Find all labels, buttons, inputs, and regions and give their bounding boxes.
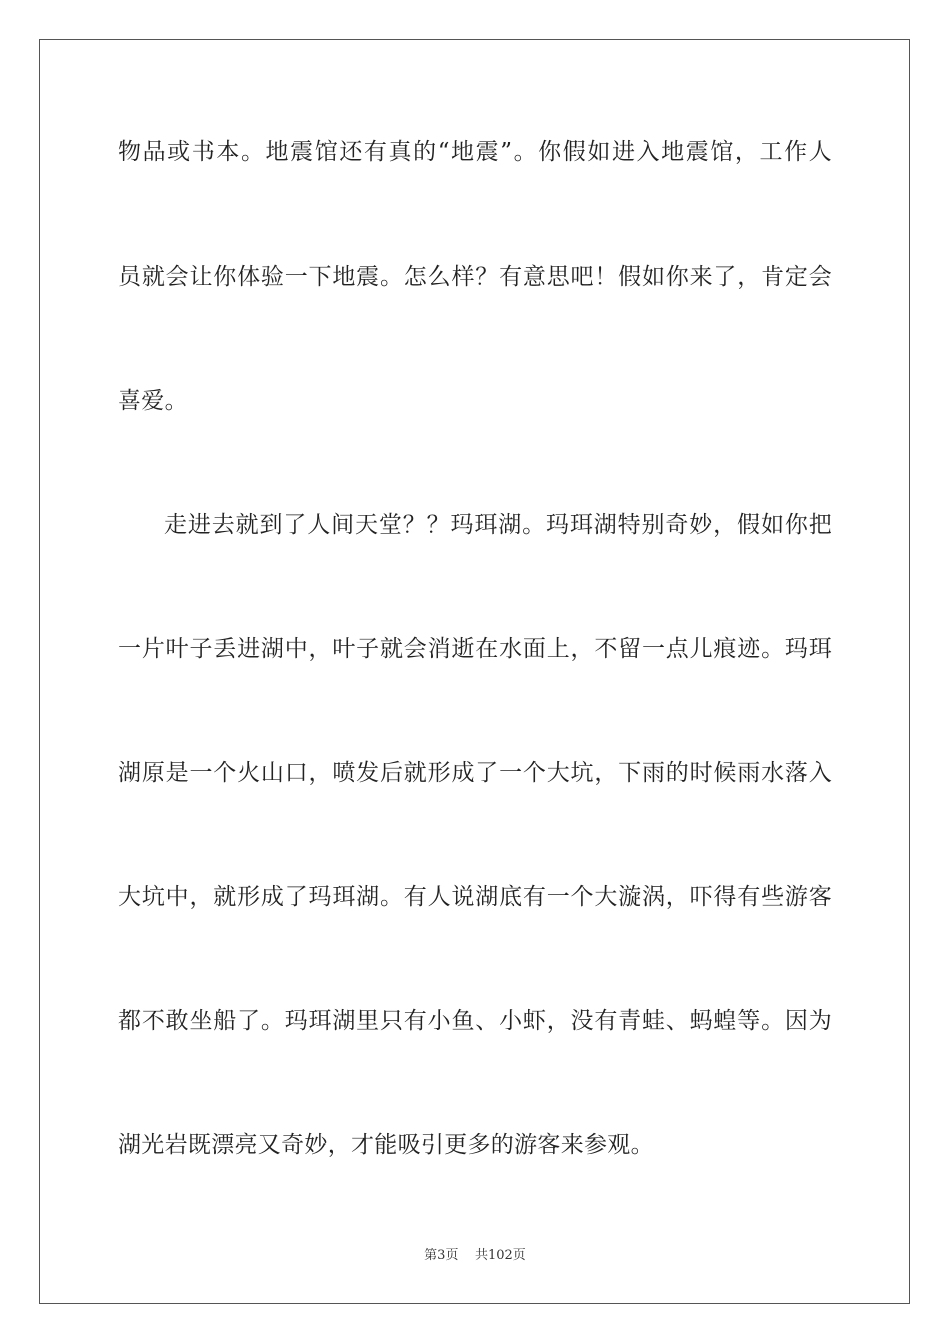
page-border [39,39,910,1304]
text-line-7: 大坑中，就形成了玛珥湖。有人说湖底有一个大漩涡，吓得有些游客 [118,884,832,910]
page-number-current: 第3页 [424,1248,459,1263]
text-line-2: 员就会让你体验一下地震。怎么样？有意思吧！假如你来了，肯定会 [118,264,832,290]
text-line-1: 物品或书本。地震馆还有真的“地震”。你假如进入地震馆，工作人 [118,139,832,165]
text-line-8: 都不敢坐船了。玛珥湖里只有小鱼、小虾，没有青蛙、蚂蝗等。因为 [118,1008,832,1034]
page-number-total: 共102页 [474,1248,526,1263]
text-line-9: 湖光岩既漂亮又奇妙，才能吸引更多的游客来参观。 [118,1132,654,1158]
page-footer [0,1247,950,1265]
text-line-5: 一片叶子丢进湖中，叶子就会消逝在水面上，不留一点儿痕迹。玛珥 [118,636,832,662]
text-line-6: 湖原是一个火山口，喷发后就形成了一个大坑，下雨的时候雨水落入 [118,760,832,786]
text-line-4-indented: 走进去就到了人间天堂？？玛珥湖。玛珥湖特别奇妙，假如你把 [164,512,832,538]
text-line-3: 喜爱。 [118,388,188,414]
